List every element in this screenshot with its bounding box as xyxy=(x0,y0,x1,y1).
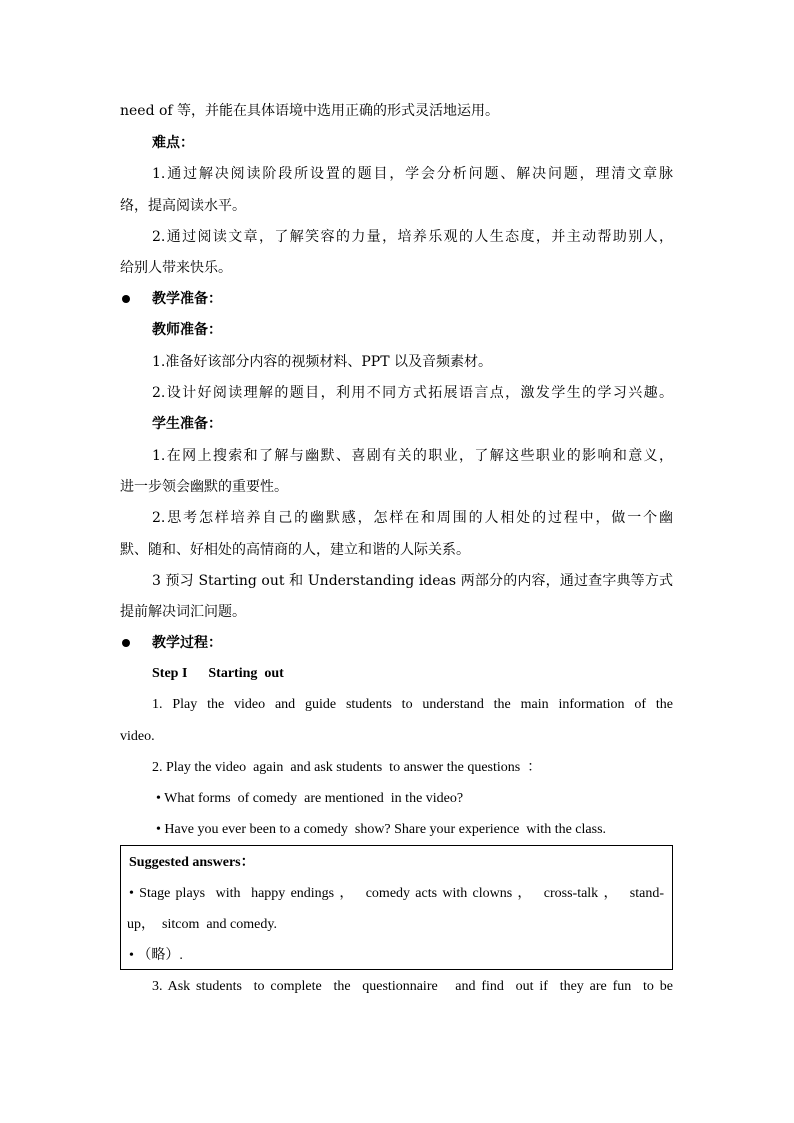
body-text: 3 预习 Starting out 和 Understanding ideas 两部分的内容，通过查字典等方式 xyxy=(152,573,673,589)
body-text: 1.在网上搜索和了解与幽默、喜剧有关的职业，了解这些职业的影响和意义， xyxy=(152,448,673,464)
body-text: 提前解决词汇问题。 xyxy=(120,604,246,620)
question-item: • Have you ever been to a comedy show? Share your experience with the class. xyxy=(156,822,607,837)
body-text: need of 等，并能在具体语境中选用正确的形式灵活地运用。 xyxy=(120,103,500,119)
bullet-icon xyxy=(122,639,130,647)
suggested-answers-box xyxy=(120,845,673,970)
body-text: 2. Play the video again and ask students to answer the questions ： xyxy=(152,760,542,775)
answer-item: • Stage plays with happy endings ， comedy acts with clowns ， cross-talk ， stand- xyxy=(129,886,664,901)
body-text: 2.思考怎样培养自己的幽默感，怎样在和周围的人相处的过程中，做一个幽 xyxy=(152,510,673,526)
body-text: 络，提高阅读水平。 xyxy=(120,198,246,214)
answer-box-title: Suggested answers： xyxy=(129,855,255,870)
body-text: 3. Ask students to complete the questionnaire and find out if they are fun to be xyxy=(152,979,673,994)
question-item: • What forms of comedy are mentioned in the video? xyxy=(156,791,464,806)
body-text: 1. Play the video and guide students to understand the main information of the xyxy=(152,697,673,712)
difficulty-heading: 难点： xyxy=(152,135,194,151)
body-text: 给别人带来快乐。 xyxy=(120,260,232,276)
body-text: 2.通过阅读文章，了解笑容的力量，培养乐观的人生态度，并主动帮助别人， xyxy=(152,229,673,245)
answer-item: • （略）. xyxy=(129,948,183,963)
body-text: 默、随和、好相处的高情商的人，建立和谐的人际关系。 xyxy=(120,542,470,558)
answer-item: up， sitcom and comedy. xyxy=(127,917,277,932)
body-text: 1.通过解决阅读阶段所设置的题目，学会分析问题、解决问题，理清文章脉 xyxy=(152,166,673,182)
bullet-icon xyxy=(122,295,130,303)
section-heading: 教学过程： xyxy=(152,635,222,651)
section-heading: 教学准备： xyxy=(152,291,222,307)
sub-heading: 学生准备： xyxy=(152,416,222,432)
body-text: 2.设计好阅读理解的题目，利用不同方式拓展语言点，激发学生的学习兴趣。 xyxy=(152,385,673,401)
step-heading: Step I Starting out xyxy=(152,666,284,681)
body-text: video. xyxy=(120,729,155,744)
body-text: 进一步领会幽默的重要性。 xyxy=(120,479,288,495)
sub-heading: 教师准备： xyxy=(152,322,222,338)
body-text: 1.准备好该部分内容的视频材料、PPT 以及音频素材。 xyxy=(152,354,492,370)
